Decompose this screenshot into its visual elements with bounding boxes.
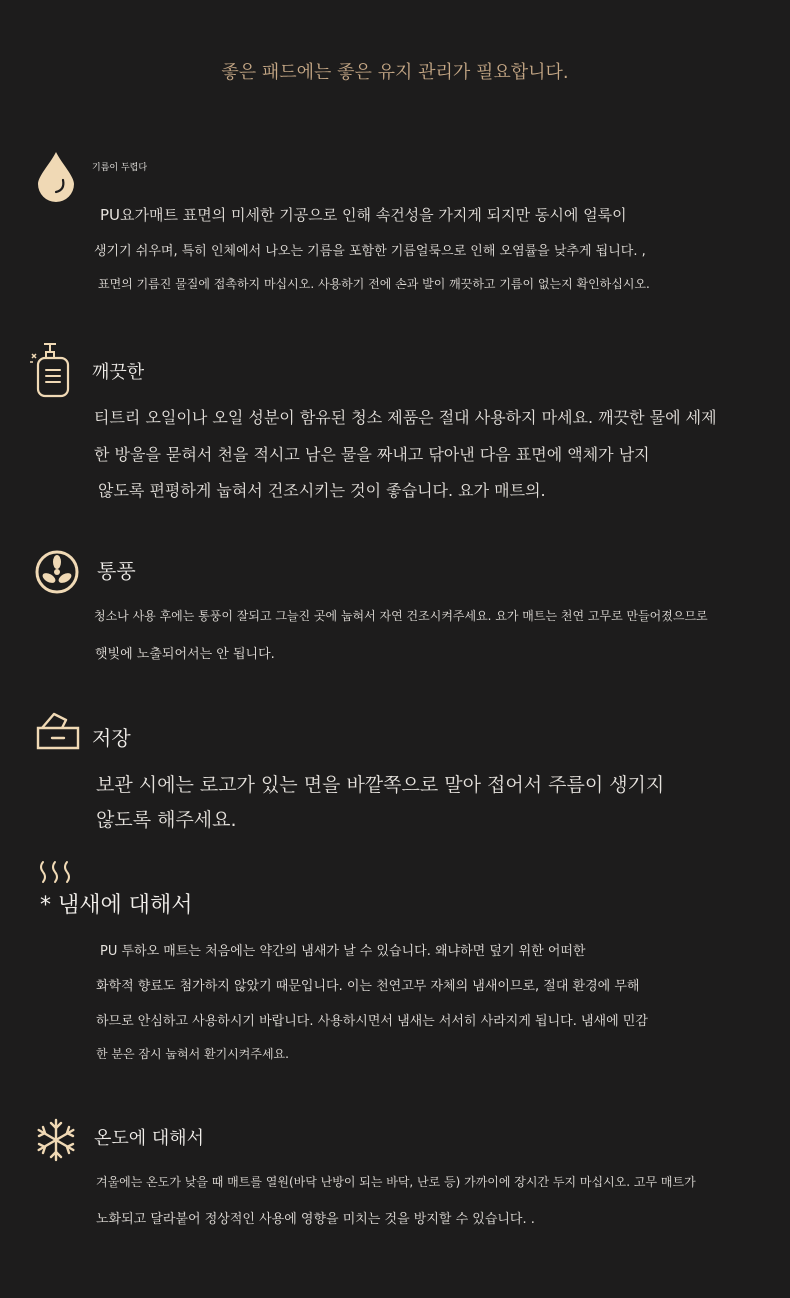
droplet-icon (36, 150, 76, 202)
storage-text-line-1: 보관 시에는 로고가 있는 면을 바깥쪽으로 말아 접어서 주름이 생기지 (96, 774, 665, 796)
fan-icon (34, 549, 80, 595)
smell-text-line-3: 하므로 안심하고 사용하시기 바랍니다. 사용하시면서 냄새는 서서히 사라지게 됩니다. 냄새에 민감 (96, 1014, 648, 1029)
storage-section-title: 저장 (92, 726, 131, 750)
smell-section-title: * 냄새에 대해서 (40, 893, 193, 918)
temp-section-title: 온도에 대해서 (94, 1128, 205, 1149)
clean-section-title: 깨끗한 (92, 362, 145, 383)
vent-text-line-1: 청소나 사용 후에는 통풍이 잘되고 그늘진 곳에 눕혀서 자연 건조시켜주세요. 요가 매트는 천연 고무로 만들어졌으므로 (94, 609, 708, 623)
smell-text-line-1: PU 투하오 매트는 처음에는 약간의 냄새가 날 수 있습니다. 왜냐하면 덮기 위한 어떠한 (100, 944, 586, 959)
oil-text-line-3: 표면의 기름진 물질에 접촉하지 마십시오. 사용하기 전에 손과 발이 깨끗하고 기름이 없는지 확인하십시오. (98, 277, 650, 291)
steam-icon (38, 860, 74, 884)
storage-box-icon (36, 710, 80, 752)
temp-text-line-2: 노화되고 달라붙어 정상적인 사용에 영향을 미치는 것을 방지할 수 있습니다. . (96, 1212, 535, 1227)
clean-text-line-1: 티트리 오일이나 오일 성분이 함유된 청소 제품은 절대 사용하지 마세요. 깨끗한 물에 세제 (94, 408, 717, 427)
snowflake-icon (34, 1118, 78, 1162)
vent-section-title: 통풍 (97, 559, 136, 583)
oil-text-line-1: PU요가매트 표면의 미세한 기공으로 인해 속건성을 가지게 되지만 동시에 얼룩이 (100, 206, 627, 224)
vent-text-line-2: 햇빛에 노출되어서는 안 됩니다. (95, 647, 275, 662)
smell-text-line-4: 한 분은 잠시 눕혀서 환기시켜주세요. (96, 1047, 289, 1061)
temp-text-line-1: 겨울에는 온도가 낮을 때 매트를 열원(바닥 난방이 되는 바닥, 난로 등) 가까이에 장시간 두지 마십시오. 고무 매트가 (96, 1175, 696, 1189)
oil-text-line-2: 생기기 쉬우며, 특히 인체에서 나오는 기름을 포함한 기름얼룩으로 인해 오염률을 낮추게 됩니다. , (94, 244, 646, 259)
clean-text-line-2: 한 방울을 묻혀서 천을 적시고 남은 물을 짜내고 닦아낸 다음 표면에 액체가 남지 (94, 445, 650, 464)
oil-section-title: 기름이 두렵다 (92, 163, 148, 173)
soap-bottle-icon (28, 342, 74, 400)
storage-text-line-2: 않도록 해주세요. (96, 809, 237, 831)
smell-text-line-2: 화학적 향료도 첨가하지 않았기 때문입니다. 이는 천연고무 자체의 냄새이므로, 절대 환경에 무해 (96, 979, 640, 994)
page-header: 좋은 패드에는 좋은 유지 관리가 필요합니다. (221, 62, 569, 83)
clean-text-line-3: 않도록 편평하게 눕혀서 건조시키는 것이 좋습니다. 요가 매트의. (98, 481, 546, 500)
